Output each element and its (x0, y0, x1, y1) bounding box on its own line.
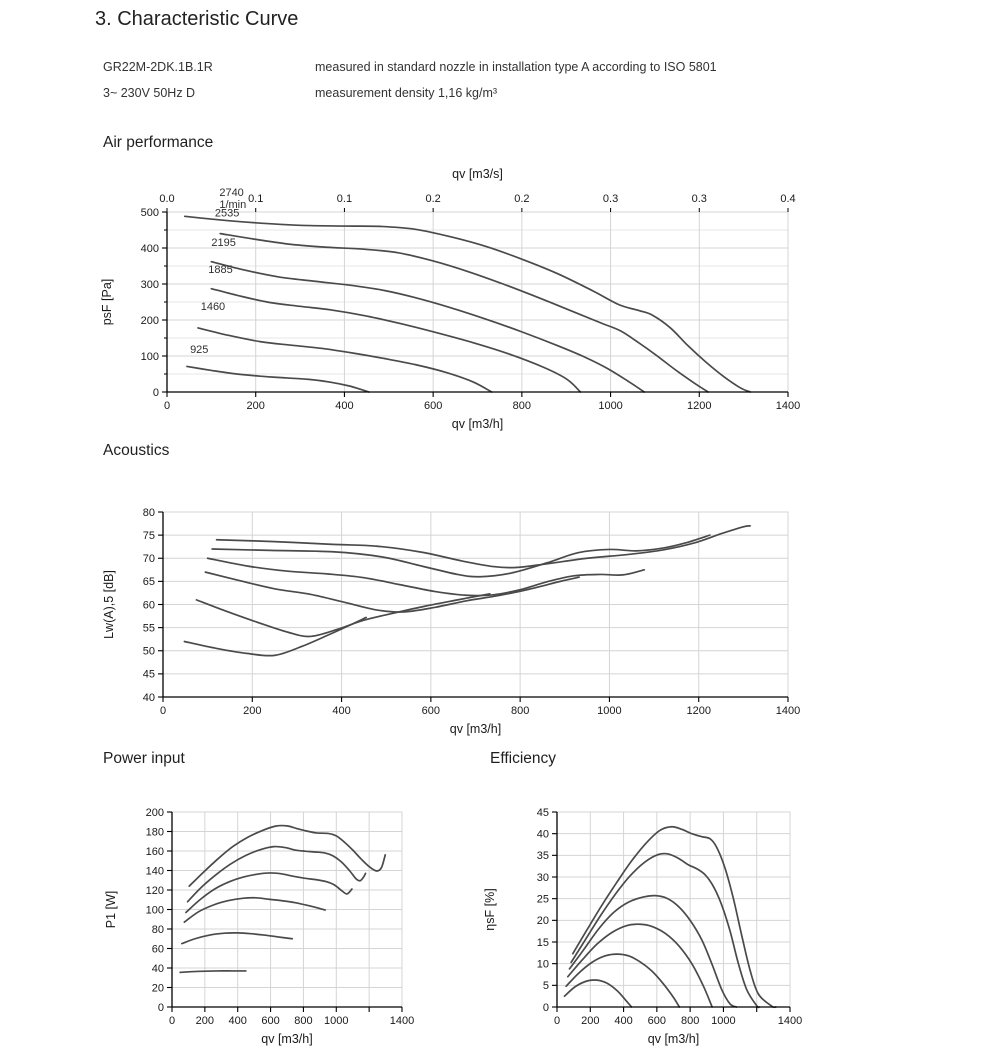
x-tick-label: 200 (581, 1015, 600, 1027)
y-tick-label: 25 (536, 893, 549, 906)
curve-label-1/min: 1/min (219, 199, 247, 212)
y-tick-label: 45 (142, 668, 155, 681)
x-tick-label: 1400 (777, 1015, 803, 1027)
x-tick-label: 1000 (324, 1015, 349, 1027)
y-tick-label: 500 (140, 206, 159, 219)
axes (102, 507, 800, 736)
y-tick-label: 120 (145, 884, 164, 897)
x-tick-label: 400 (228, 1015, 247, 1027)
gridlines (172, 812, 402, 1007)
curve-925 (564, 980, 631, 1007)
x2-tick-label: 0.0 (159, 193, 175, 205)
heading-power-input: Power input (103, 750, 185, 767)
curves (564, 827, 775, 1008)
y-tick-label: 5 (542, 980, 549, 993)
y-tick-label: 80 (151, 923, 164, 936)
x2-tick-label: 0.1 (336, 193, 353, 205)
spec-row-supply (103, 86, 498, 100)
x-tick-label: 1000 (598, 400, 623, 412)
x-tick-label: 800 (294, 1015, 313, 1027)
y-tick-label: 300 (140, 278, 159, 291)
curve-1885 (205, 572, 579, 612)
axes (104, 807, 414, 1046)
y-tick-label: 65 (142, 576, 155, 589)
x-tick-label: 800 (512, 400, 532, 412)
heading-acoustics: Acoustics (103, 442, 170, 459)
y-axis-title: Lw(A),5 [dB] (102, 570, 116, 639)
spec-row-model (103, 60, 717, 74)
x-tick-label: 0 (159, 705, 167, 717)
curve-925 (184, 617, 366, 655)
x-tick-label: 200 (246, 400, 265, 412)
x-tick-label: 1400 (775, 705, 801, 717)
heading-air-performance: Air performance (103, 134, 214, 151)
curve-label-1885: 1885 (208, 264, 233, 277)
power-input-chart (95, 788, 440, 1062)
curve-2740 (573, 827, 776, 1008)
y-tick-label: 15 (536, 936, 549, 949)
x2-tick-label: 0.2 (514, 193, 530, 205)
x2-tick-label: 0.4 (780, 193, 796, 205)
curve-label-2195: 2195 (211, 237, 236, 250)
y-axis-title: psF [Pa] (100, 278, 114, 326)
curve-2740 (189, 826, 385, 887)
y-tick-label: 40 (536, 828, 549, 841)
model-code: GR22M-2DK.1B.1R (103, 60, 213, 74)
x-axis-title: qv [m3/h] (449, 722, 502, 736)
curve-1460 (182, 933, 292, 944)
x-tick-label: 600 (423, 400, 443, 412)
x2-axis-title: qv [m3/s] (452, 167, 503, 181)
x-tick-label: 600 (421, 705, 441, 717)
y-tick-label: 200 (145, 806, 164, 819)
curve-1460 (196, 594, 489, 637)
air-performance-chart (95, 156, 805, 448)
y-tick-label: 55 (142, 622, 155, 635)
y-tick-label: 80 (142, 506, 155, 519)
x-tick-label: 1200 (687, 400, 712, 412)
gridlines (167, 212, 788, 392)
y-tick-label: 160 (145, 845, 164, 858)
x-tick-label: 1200 (686, 705, 711, 717)
plot-border (557, 812, 790, 1007)
x-tick-label: 1400 (775, 400, 801, 412)
axes (100, 167, 800, 431)
x-tick-label: 200 (195, 1015, 215, 1027)
y-tick-label: 50 (142, 645, 155, 658)
y-tick-label: 45 (536, 806, 549, 819)
y-tick-label: 0 (157, 1001, 164, 1014)
efficiency-chart (478, 788, 823, 1062)
y-tick-label: 60 (142, 599, 155, 612)
curve-2195 (211, 262, 644, 392)
y-tick-label: 20 (151, 982, 164, 995)
x-tick-label: 1000 (711, 1015, 736, 1027)
curve-2740 (185, 216, 751, 392)
y-tick-label: 60 (151, 943, 164, 956)
y-tick-label: 100 (140, 350, 159, 363)
y-tick-label: 0 (152, 386, 159, 399)
curve-label-1460: 1460 (200, 300, 226, 313)
x2-tick-label: 0.3 (602, 193, 619, 205)
y-tick-label: 140 (145, 865, 164, 878)
curve-label-925: 925 (190, 344, 209, 357)
curve-1460 (566, 954, 679, 1007)
curve-2535 (188, 847, 366, 902)
y-axis-title: ηsF [%] (483, 888, 497, 931)
page-title: 3. Characteristic Curve (95, 8, 299, 30)
x-tick-label: 1000 (597, 705, 622, 717)
x-tick-label: 1400 (389, 1015, 415, 1027)
measurement-note: measured in standard nozzle in installation type A according to ISO 5801 (315, 60, 717, 74)
y-tick-label: 35 (536, 850, 549, 863)
y-tick-label: 400 (140, 242, 159, 255)
x-axis-title: qv [m3/h] (647, 1032, 700, 1046)
x-tick-label: 400 (332, 705, 351, 717)
gridlines (557, 812, 790, 1007)
supply-spec: 3~ 230V 50Hz D (103, 86, 196, 100)
axes (483, 807, 802, 1046)
acoustics-chart (95, 448, 805, 750)
x-tick-label: 600 (647, 1015, 667, 1027)
x-tick-label: 600 (261, 1015, 280, 1027)
curves (180, 826, 385, 973)
x-tick-label: 800 (680, 1015, 700, 1027)
curves (185, 216, 751, 392)
curve-2195 (569, 896, 736, 1007)
density-note: measurement density 1,16 kg/m³ (315, 86, 498, 100)
x-tick-label: 0 (163, 400, 171, 412)
x2-tick-label: 0.1 (248, 193, 264, 205)
x-tick-label: 400 (335, 400, 354, 412)
y-tick-label: 40 (142, 691, 155, 704)
y-tick-label: 10 (536, 958, 549, 971)
y-tick-label: 70 (142, 553, 155, 566)
x-axis-title: qv [m3/h] (451, 417, 504, 431)
y-tick-label: 0 (542, 1001, 549, 1014)
x-tick-label: 200 (243, 705, 262, 717)
x-tick-label: 0 (168, 1015, 176, 1027)
y-tick-label: 100 (145, 904, 164, 917)
x-tick-label: 400 (614, 1015, 633, 1027)
heading-efficiency: Efficiency (490, 750, 557, 767)
y-tick-label: 200 (140, 314, 159, 327)
curves (184, 526, 750, 656)
curve-label-2740: 2740 (219, 186, 244, 199)
y-tick-label: 20 (536, 915, 549, 928)
x2-tick-label: 0.3 (691, 193, 707, 205)
x2-tick-label: 0.2 (425, 193, 441, 205)
curve-label-2535: 2535 (214, 207, 240, 220)
y-tick-label: 30 (536, 871, 549, 884)
x-tick-label: 0 (553, 1015, 561, 1027)
curve-925 (187, 366, 369, 392)
x-tick-label: 800 (510, 705, 530, 717)
x-axis-title: qv [m3/h] (261, 1032, 313, 1046)
curve-925 (180, 971, 246, 972)
y-tick-label: 75 (142, 529, 155, 542)
y-tick-label: 40 (151, 962, 164, 975)
y-axis-title: P1 [W] (104, 890, 118, 929)
y-tick-label: 180 (145, 826, 164, 839)
